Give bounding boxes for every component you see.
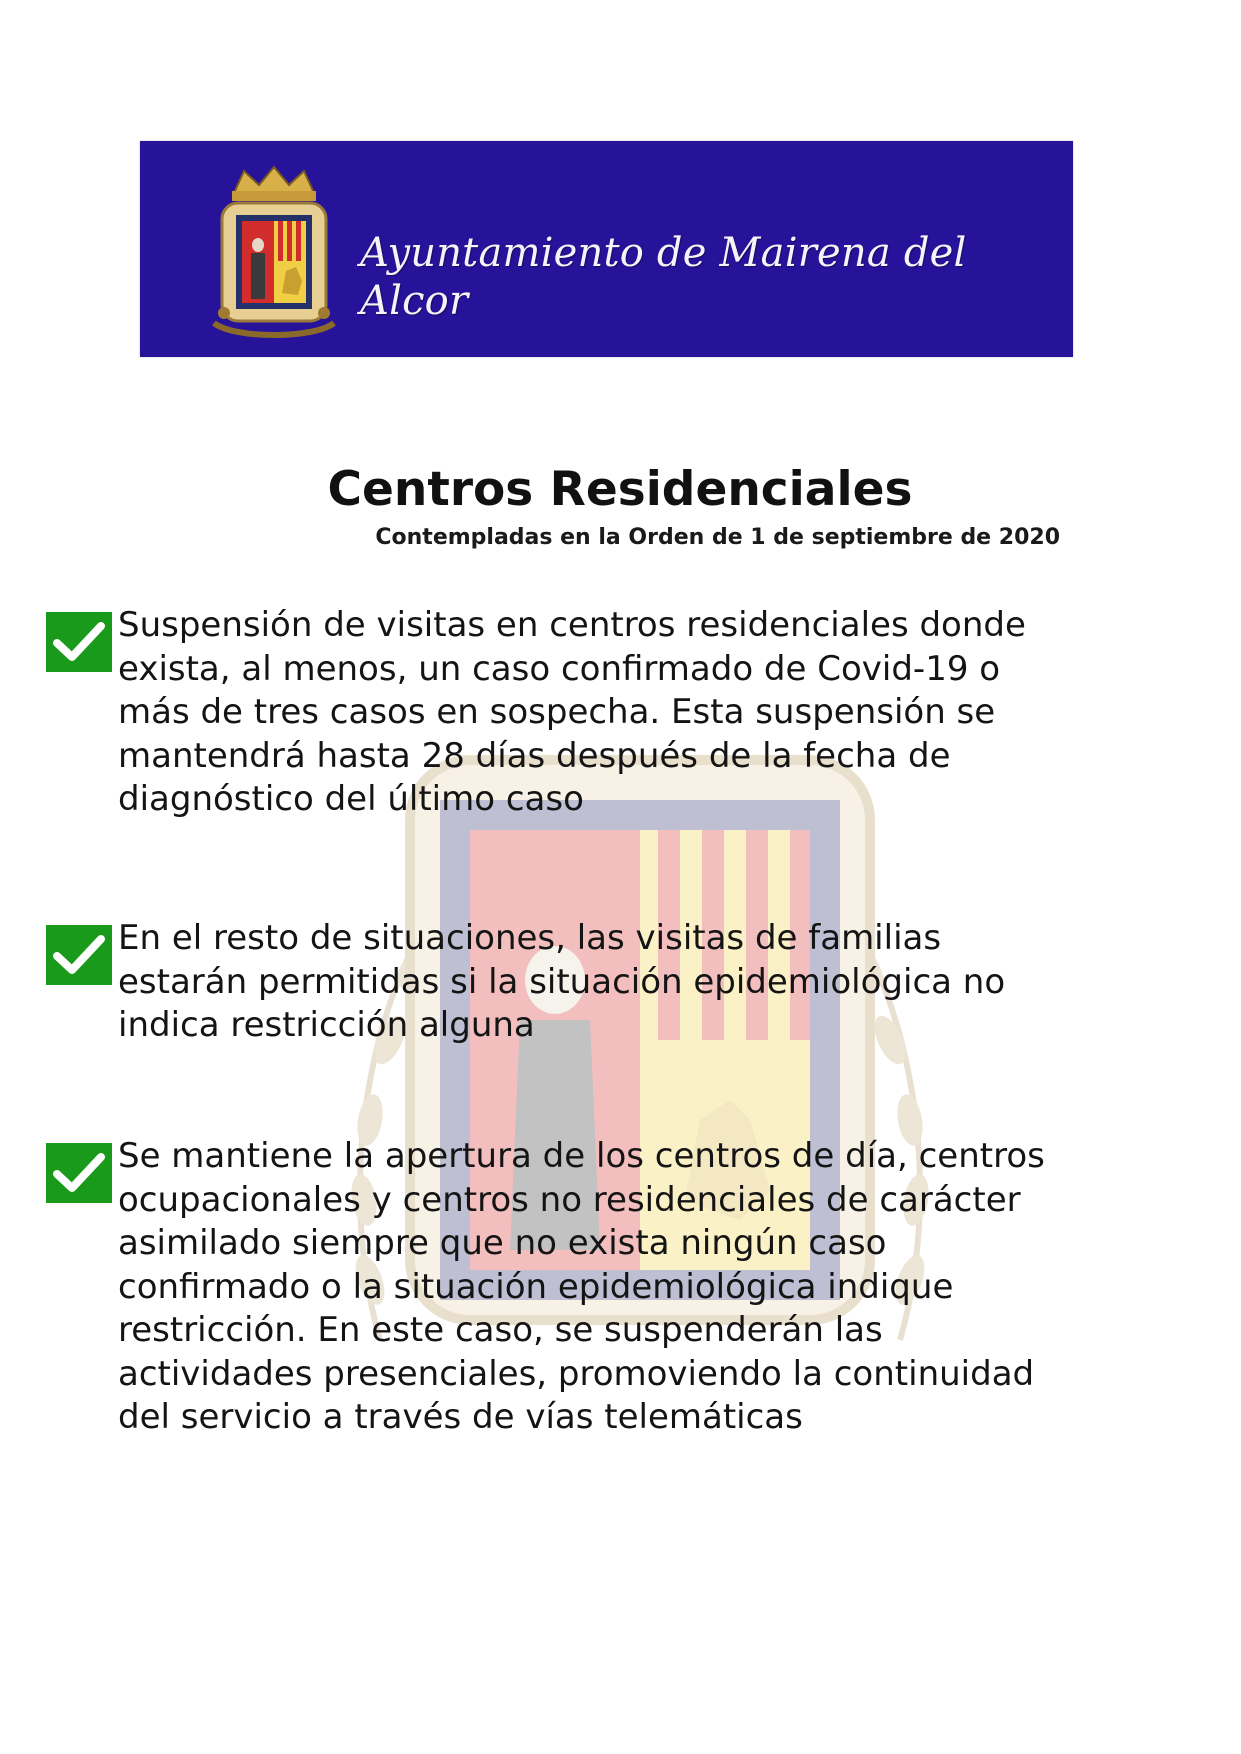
item-text: Se mantiene la apertura de los centros de día, centros ocupacionales y centros no residenciales de carácter asimilado siempre que no exista ningún caso confirmado o la situación epidemiológica indique restricción. En este caso, se suspenderán las actividades presenciales, promoviendo la continuidad del servicio a través de vías telemáticas — [118, 1136, 1045, 1437]
header-banner — [140, 141, 1073, 357]
checkmark-icon — [46, 1143, 112, 1203]
page-title: Centros Residenciales — [327, 462, 913, 517]
item-text: En el resto de situaciones, las visitas de familias estarán permitidas si la situación epidemiológica no indica restricción alguna — [118, 918, 1006, 1045]
banner-title: Ayuntamiento de Mairena del Alcor — [360, 230, 967, 324]
checkmark-icon — [46, 612, 112, 672]
checkmark-icon — [46, 925, 112, 985]
coat-of-arms-logo — [204, 163, 344, 339]
item-text: Suspensión de visitas en centros residenciales donde exista, al menos, un caso confirmado de Covid-19 o más de tres casos en sospecha. Esta suspensión se mantendrá hasta 28 días después de la fecha de diagnóstico del último caso — [118, 605, 1026, 819]
page-subtitle: Contempladas en la Orden de 1 de septiembre de 2020 — [375, 525, 1060, 550]
